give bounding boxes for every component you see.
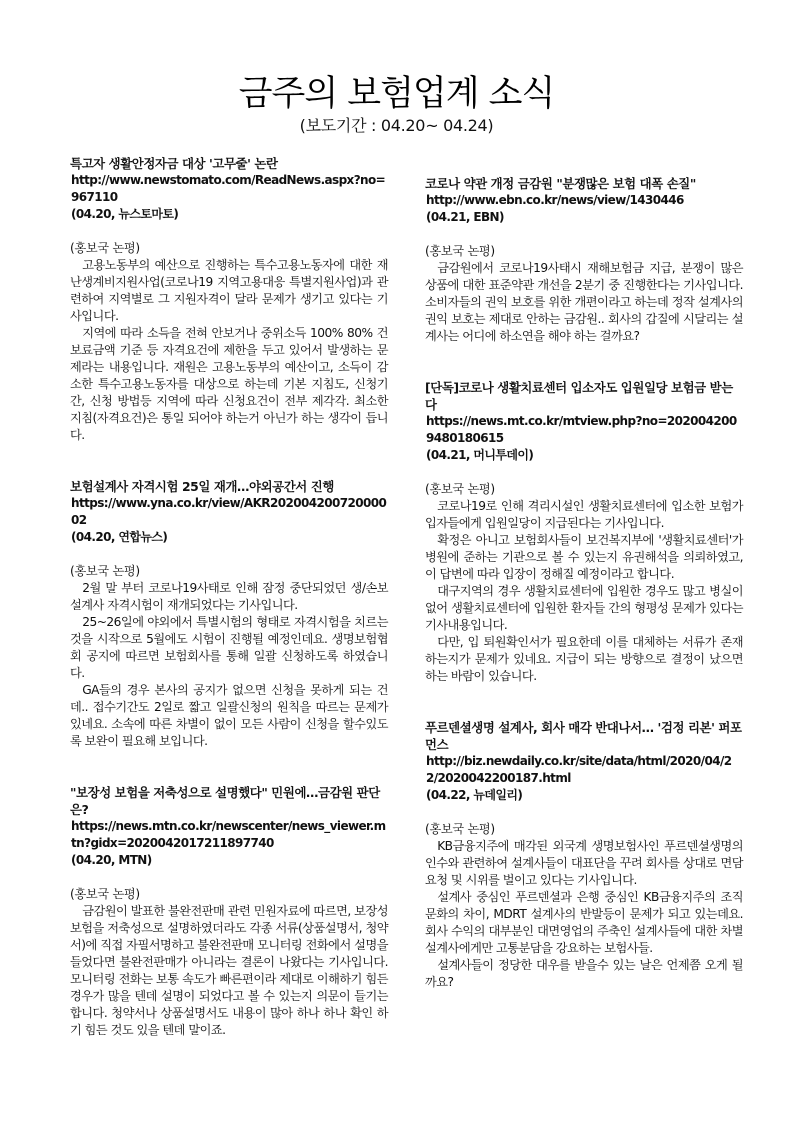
article-title: [단독]코로나 생활치료센터 입소자도 입원일당 보험금 받는다 xyxy=(425,380,733,412)
commentary-body xyxy=(70,903,388,1039)
article-source: (04.21, EBN) xyxy=(426,210,504,224)
commentary-body xyxy=(425,498,743,685)
article-item xyxy=(70,784,388,1039)
article-url[interactable]: http://biz.newdaily.co.kr/site/data/html/2020/04/22/2020042200187.html xyxy=(426,754,732,785)
page-header xyxy=(0,72,793,136)
page-title: 금주의 보험업계 소식 xyxy=(238,74,555,114)
commentary-paragraph: 확정은 아니고 보험회사들이 보건복지부에 '생활치료센터'가 병원에 준하는 기관으로 볼 수 있는지 유권해석을 의뢰하였고, 이 답변에 따라 입장이 정해질 예정이라고 합니다. xyxy=(425,533,743,581)
article-source: (04.20, MTN) xyxy=(71,853,152,867)
commentary-paragraph: 25~26일에 야외에서 특별시험의 형태로 자격시험을 치르는 것을 시작으로 5월에도 시험이 진행될 예정인데요. 생명보험협회 공지에 따르면 보험회사를 통해 일괄 신청하도록 하였습니다. xyxy=(70,615,388,680)
article-title: 푸르덴셜생명 설계사, 회사 매각 반대나서… '검정 리본' 퍼포먼스 xyxy=(425,720,742,752)
commentary-label: (홍보국 논평) xyxy=(70,241,140,255)
article-title: "보장성 보험을 저축성으로 설명했다" 민원에…금감원 판단은? xyxy=(70,785,380,817)
article-url[interactable]: https://news.mtn.co.kr/newscenter/news_viewer.mtn?gidx=2020042017211897740 xyxy=(71,819,386,850)
commentary-paragraph: 대구지역의 경우 생활치료센터에 입원한 경우도 많고 병실이 없어 생활치료센터에 입원한 환자들 간의 형평성 문제가 있다는 기사내용입니다. xyxy=(425,584,743,632)
article-url[interactable]: https://news.mt.co.kr/mtview.php?no=2020042009480180615 xyxy=(426,414,737,445)
commentary-label: (홍보국 논평) xyxy=(425,822,495,836)
article-source: (04.22, 뉴데일리) xyxy=(426,788,523,802)
article-title: 특고자 생활안정자금 대상 '고무줄' 논란 xyxy=(70,156,278,171)
commentary-body xyxy=(70,257,388,444)
article-url[interactable]: https://www.yna.co.kr/view/AKR20200420072000002 xyxy=(71,496,387,527)
commentary-body xyxy=(425,260,743,345)
commentary-paragraph: 설계사들이 정당한 대우를 받을수 있는 날은 언제쯤 오게 될까요? xyxy=(425,958,743,989)
commentary-body xyxy=(70,580,388,750)
article-title: 코로나 약관 개정 금감원 "분쟁많은 보험 대폭 손질" xyxy=(425,176,696,191)
commentary-label: (홍보국 논평) xyxy=(70,564,140,578)
commentary-paragraph: 다만, 입 퇴원확인서가 필요한데 이를 대체하는 서류가 존재하는지가 문제가 있네요. 지급이 되는 방향으로 결정이 났으면 하는 바람이 있습니다. xyxy=(425,635,743,683)
article-url[interactable]: http://www.ebn.co.kr/news/view/1430446 xyxy=(426,193,684,207)
article-item xyxy=(425,175,743,345)
article-item xyxy=(70,478,388,750)
commentary-paragraph: 코로나19로 인해 격리시설인 생활치료센터에 입소한 보험가입자들에게 입원일당이 지급된다는 기사입니다. xyxy=(425,499,743,530)
article-source: (04.21, 머니투데이) xyxy=(426,448,534,462)
article-item xyxy=(425,379,743,685)
left-column xyxy=(70,155,388,1039)
commentary-paragraph: 설계사 중심인 푸르덴셜과 은행 중심인 KB금융지주의 조직문화의 차이, MDRT 설계사의 반발등이 문제가 되고 있는데요. 회사 수익의 대부분인 대면영업의 주축인 설계사들에 대한 차별 설계사에게만 고통분담을 강요하는 보험사들. xyxy=(425,890,743,955)
article-source: (04.20, 연합뉴스) xyxy=(71,530,168,544)
commentary-paragraph: 2월 말 부터 코로나19사태로 인해 잠정 중단되었던 생/손보 설계사 자격시험이 재개되었다는 기사입니다. xyxy=(70,581,388,612)
article-source: (04.20, 뉴스토마토) xyxy=(71,207,179,221)
commentary-paragraph: 고용노동부의 예산으로 진행하는 특수고용노동자에 대한 재난생계비지원사업(코로나19 지역고용대응 특별지원사업)과 관련하여 지역별로 그 지원자격이 달라 문제가 생기고 있다는 기사입니다. xyxy=(70,258,388,323)
commentary-paragraph: KB금융지주에 매각된 외국계 생명보험사인 푸르덴셜생명의 인수와 관련하여 설계사들이 대표단을 꾸려 회사를 상대로 면담요청 및 시위를 벌이고 있다는 기사입니다. xyxy=(425,839,743,887)
commentary-paragraph: GA들의 경우 본사의 공지가 없으면 신청을 못하게 되는 건데.. 접수기간도 2일로 짧고 일괄신청의 원칙을 따르는 문제가 있네요. 소속에 따른 차별이 없이 모든 사람이 신청을 할수있도록 보완이 필요해 보입니다. xyxy=(70,683,388,748)
right-column xyxy=(425,175,743,991)
commentary-body xyxy=(425,838,743,991)
article-title: 보험설계사 자격시험 25일 재개…야외공간서 진행 xyxy=(70,479,334,494)
commentary-label: (홍보국 논평) xyxy=(425,244,495,258)
article-item xyxy=(70,155,388,444)
commentary-paragraph: 금감원에서 코로나19사태시 재해보험금 지급, 분쟁이 많은 상품에 대한 표준약관 개선을 2분기 중 진행한다는 기사입니다. 소비자들의 권익 보호를 위한 개편이라고 하는데 정작 설계사의 권익 보호는 제대로 안하는 금감원.. 회사의 갑질에 시달리는 설계사는 어디에 하소연을 해야 하는 걸까요? xyxy=(425,261,743,343)
report-period: (보도기간 : 04.20~ 04.24) xyxy=(299,116,494,135)
commentary-paragraph: 금감원이 발표한 불완전판매 관련 민원자료에 따르면, 보장성보험을 저축성으로 설명하였더라도 각종 서류(상품설명서, 청약서)에 직접 자필서명하고 불완전판매 모니터링 전화에서 설명을 들었다면 불완전판매가 아니라는 결론이 나왔다는 기사입니다. 모니터링 전화는 보통 속도가 빠른편이라 제대로 이해하기 힘든 경우가 많을 텐데 설명이 되었다고 볼 수 있는지 의문이 들기는 합니다. 청약서나 상품설명서도 내용이 많아 하나 하나 확인 하기 힘든 것도 있을 텐데 말이죠. xyxy=(70,904,388,1037)
commentary-label: (홍보국 논평) xyxy=(70,887,140,901)
article-item xyxy=(425,719,743,991)
article-url[interactable]: http://www.newstomato.com/ReadNews.aspx?no=967110 xyxy=(71,173,386,204)
commentary-paragraph: 지역에 따라 소득을 전혀 안보거나 중위소득 100% 80% 건보료금액 기준 등 자격요건에 제한을 두고 있어서 발생하는 문제라는 내용입니다. 재원은 고용노동부의 예산이고, 소득이 감소한 특수고용노동자를 대상으로 하는데 기본 지침도, 신청기간, 신청 방법등 지역에 따라 신청요건이 전부 제각각. 최소한 지침(자격요건)은 통일 되어야 하는거 아닌가 하는 생각이 듭니다. xyxy=(70,326,388,442)
commentary-label: (홍보국 논평) xyxy=(425,482,495,496)
